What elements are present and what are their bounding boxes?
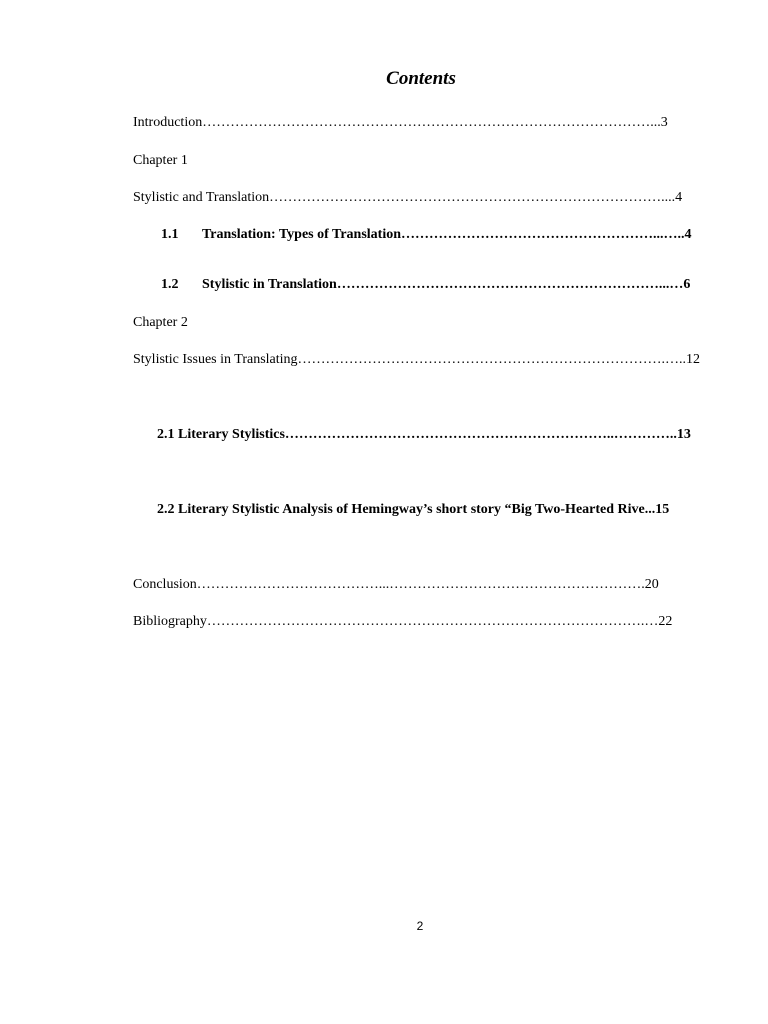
toc-leader: …………………………………………………………………………....	[269, 190, 676, 205]
toc-page: 15	[655, 502, 670, 517]
toc-label: 2.1 Literary Stylistics	[157, 427, 285, 442]
toc-number: 1.2	[161, 277, 179, 292]
toc-page: 13	[676, 427, 691, 442]
toc-entry-stylistic-and-translation	[133, 189, 733, 207]
page-number: 2	[416, 919, 424, 933]
toc-leader: ……………………………………………………………………………………...	[202, 115, 661, 130]
toc-page: 20	[644, 577, 659, 592]
toc-label: Stylistic Issues in Translating	[133, 352, 298, 367]
toc-leader: ...	[644, 502, 656, 517]
toc-label: Stylistic in Translation	[202, 277, 337, 292]
toc-page: 4	[684, 227, 692, 242]
toc-label: Translation: Types of Translation	[202, 227, 402, 242]
toc-label: Introduction	[133, 115, 203, 130]
toc-label: Chapter 2	[133, 315, 188, 330]
toc-entry-stylistic-issues	[133, 351, 733, 369]
toc-heading-chapter-2	[133, 314, 333, 332]
toc-page: 22	[658, 614, 673, 629]
toc-leader: …………………………………………………………………….…..	[297, 352, 687, 367]
toc-entry-2-2	[157, 501, 747, 519]
toc-number: 1.1	[161, 227, 179, 242]
toc-entry-bibliography	[133, 613, 733, 631]
toc-leader: ………………………………………………………………………………….…	[206, 614, 659, 629]
toc-leader: ………………………………………………...…..	[401, 227, 685, 242]
toc-entry-2-1	[157, 426, 735, 444]
toc-entry-1-1	[161, 226, 736, 244]
toc-page: 4	[675, 190, 683, 205]
toc-entry-conclusion	[133, 576, 733, 594]
page-title: Contents	[386, 68, 456, 89]
toc-heading-chapter-1	[133, 152, 333, 170]
toc-label: 2.2 Literary Stylistic Analysis of Hemingway’s short story “Big Two-Hearted Rive	[157, 502, 645, 517]
toc-leader: ……………………………………………………………...…	[336, 277, 684, 292]
toc-page: 6	[683, 277, 691, 292]
toc-label: Stylistic and Translation	[133, 190, 270, 205]
toc-leader: ……………………………………………………………..…………..	[284, 427, 677, 442]
toc-label: Chapter 1	[133, 153, 188, 168]
toc-entry-1-2	[161, 276, 736, 294]
toc-leader: …………………………………...……………………………………………….	[196, 577, 645, 592]
toc-entry-introduction	[133, 114, 733, 132]
toc-page: 3	[660, 115, 668, 130]
toc-page: 12	[686, 352, 701, 367]
toc-label: Bibliography	[133, 614, 207, 629]
toc-label: Conclusion	[133, 577, 197, 592]
